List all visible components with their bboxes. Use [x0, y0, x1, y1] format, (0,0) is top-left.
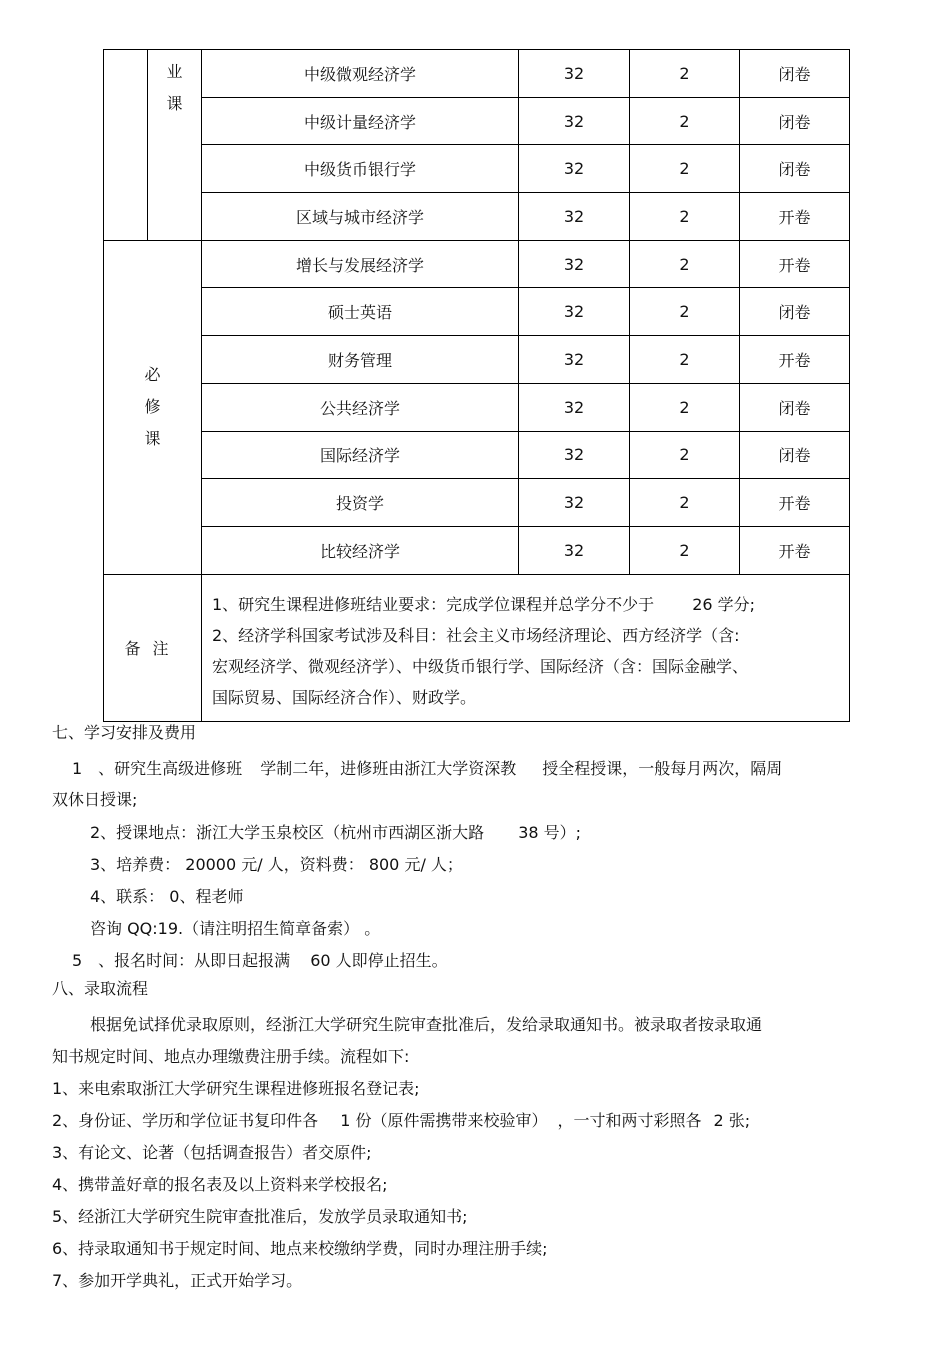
step-1: 1、来电索取浙江大学研究生课程进修班报名登记表;: [52, 1079, 420, 1098]
course-hours: 32: [519, 383, 630, 431]
table-row: [104, 288, 850, 336]
course-hours: 32: [519, 50, 630, 98]
note-2-cont: 国际贸易、国际经济合作）、财政学。: [212, 687, 477, 707]
course-name: 硕士英语: [202, 288, 519, 336]
section-7-line-1-cont: 双休日授课;: [52, 790, 138, 809]
course-hours: 32: [519, 526, 630, 574]
course-hours: 32: [519, 431, 630, 479]
section-7-line-3: 3、培养费： 20000 元/ 人，资料费： 800 元/ 人；: [90, 855, 463, 874]
course-name: 比较经济学: [202, 526, 519, 574]
category-cell-blank: [104, 50, 148, 241]
step-3: 3、有论文、论著（包括调查报告）者交原件;: [52, 1143, 372, 1162]
course-credits: 2: [630, 240, 740, 288]
note-2-cont: 宏观经济学、微观经济学）、中级货币银行学、国际经济（含：国际金融学、: [212, 656, 749, 676]
course-name: 公共经济学: [202, 383, 519, 431]
course-hours: 32: [519, 288, 630, 336]
course-exam: 开卷: [740, 479, 850, 527]
table-row: [104, 336, 850, 384]
course-hours: 32: [519, 145, 630, 193]
step-7: 7、参加开学典礼，正式开始学习。: [52, 1271, 303, 1290]
note-2: 2、经济学科国家考试涉及科目：社会主义市场经济理论、西方经济学（含:: [212, 625, 740, 645]
course-hours: 32: [519, 336, 630, 384]
table-row: [104, 383, 850, 431]
course-exam: 开卷: [740, 526, 850, 574]
course-exam: 开卷: [740, 193, 850, 241]
course-exam: 开卷: [740, 240, 850, 288]
section-7-line-1: 1 、研究生高级进修班 学制二年，进修班由浙江大学资深教 授全程授课，一般每月两次，隔周: [72, 759, 783, 778]
course-credits: 2: [630, 526, 740, 574]
course-name: 区域与城市经济学: [202, 193, 519, 241]
course-credits: 2: [630, 336, 740, 384]
section-7-line-2: 2、授课地点：浙江大学玉泉校区（杭州市西湖区浙大路 38 号）;: [90, 823, 582, 842]
step-2: 2、身份证、学历和学位证书复印件各 1 份（原件需携带来校验审） ，一寸和两寸彩照各 2 张;: [52, 1111, 751, 1130]
table-row: [104, 431, 850, 479]
step-4: 4、携带盖好章的报名表及以上资料来学校报名;: [52, 1175, 388, 1194]
course-name: 中级计量经济学: [202, 97, 519, 145]
section-7-line-4: 4、联系： 0、程老师: [90, 887, 244, 906]
section-8-paragraph-cont: 知书规定时间、地点办理缴费注册手续。流程如下:: [52, 1047, 410, 1066]
step-6: 6、持录取通知书于规定时间、地点来校缴纳学费，同时办理注册手续;: [52, 1239, 548, 1258]
course-name: 国际经济学: [202, 431, 519, 479]
course-hours: 32: [519, 193, 630, 241]
course-exam: 闭卷: [740, 288, 850, 336]
course-credits: 2: [630, 479, 740, 527]
course-credits: 2: [630, 97, 740, 145]
course-exam: 闭卷: [740, 431, 850, 479]
course-exam: 开卷: [740, 336, 850, 384]
table-row: [104, 145, 850, 193]
section-7-line-6: 5 、报名时间：从即日起报满 60 人即停止招生。: [72, 951, 448, 970]
course-name: 投资学: [202, 479, 519, 527]
course-credits: 2: [630, 193, 740, 241]
table-row: [104, 50, 850, 98]
step-5: 5、经浙江大学研究生院审查批准后，发放学员录取通知书;: [52, 1207, 468, 1226]
table-row: [104, 193, 850, 241]
course-credits: 2: [630, 50, 740, 98]
table-row: [104, 240, 850, 288]
course-hours: 32: [519, 240, 630, 288]
course-table: [103, 49, 850, 722]
section-8-title: 八、录取流程: [52, 979, 149, 998]
course-credits: 2: [630, 431, 740, 479]
course-credits: 2: [630, 288, 740, 336]
course-name: 增长与发展经济学: [202, 240, 519, 288]
group-label-bixiu: 必 修 课: [104, 240, 202, 574]
course-hours: 32: [519, 479, 630, 527]
course-name: 财务管理: [202, 336, 519, 384]
course-name: 中级微观经济学: [202, 50, 519, 98]
notes-row: [104, 574, 850, 721]
section-7-line-5: 咨询 QQ:19.（请注明招生简章备索） 。: [90, 919, 381, 938]
section-7-title: 七、学习安排及费用: [52, 723, 197, 742]
course-credits: 2: [630, 383, 740, 431]
notes-body: [202, 574, 850, 721]
course-exam: 闭卷: [740, 145, 850, 193]
group-label-zhuanye: 业 课: [148, 50, 202, 241]
course-credits: 2: [630, 145, 740, 193]
course-hours: 32: [519, 97, 630, 145]
section-8-paragraph: 根据免试择优录取原则，经浙江大学研究生院审查批准后，发给录取通知书。被录取者按录取通: [90, 1015, 763, 1034]
course-name: 中级货币银行学: [202, 145, 519, 193]
course-exam: 闭卷: [740, 97, 850, 145]
course-exam: 闭卷: [740, 50, 850, 98]
notes-label: 备注: [104, 574, 202, 721]
note-1: 1、研究生课程进修班结业要求：完成学位课程并总学分不少于 26 学分;: [212, 594, 756, 614]
table-row: [104, 479, 850, 527]
table-row: [104, 526, 850, 574]
course-exam: 闭卷: [740, 383, 850, 431]
table-row: [104, 97, 850, 145]
